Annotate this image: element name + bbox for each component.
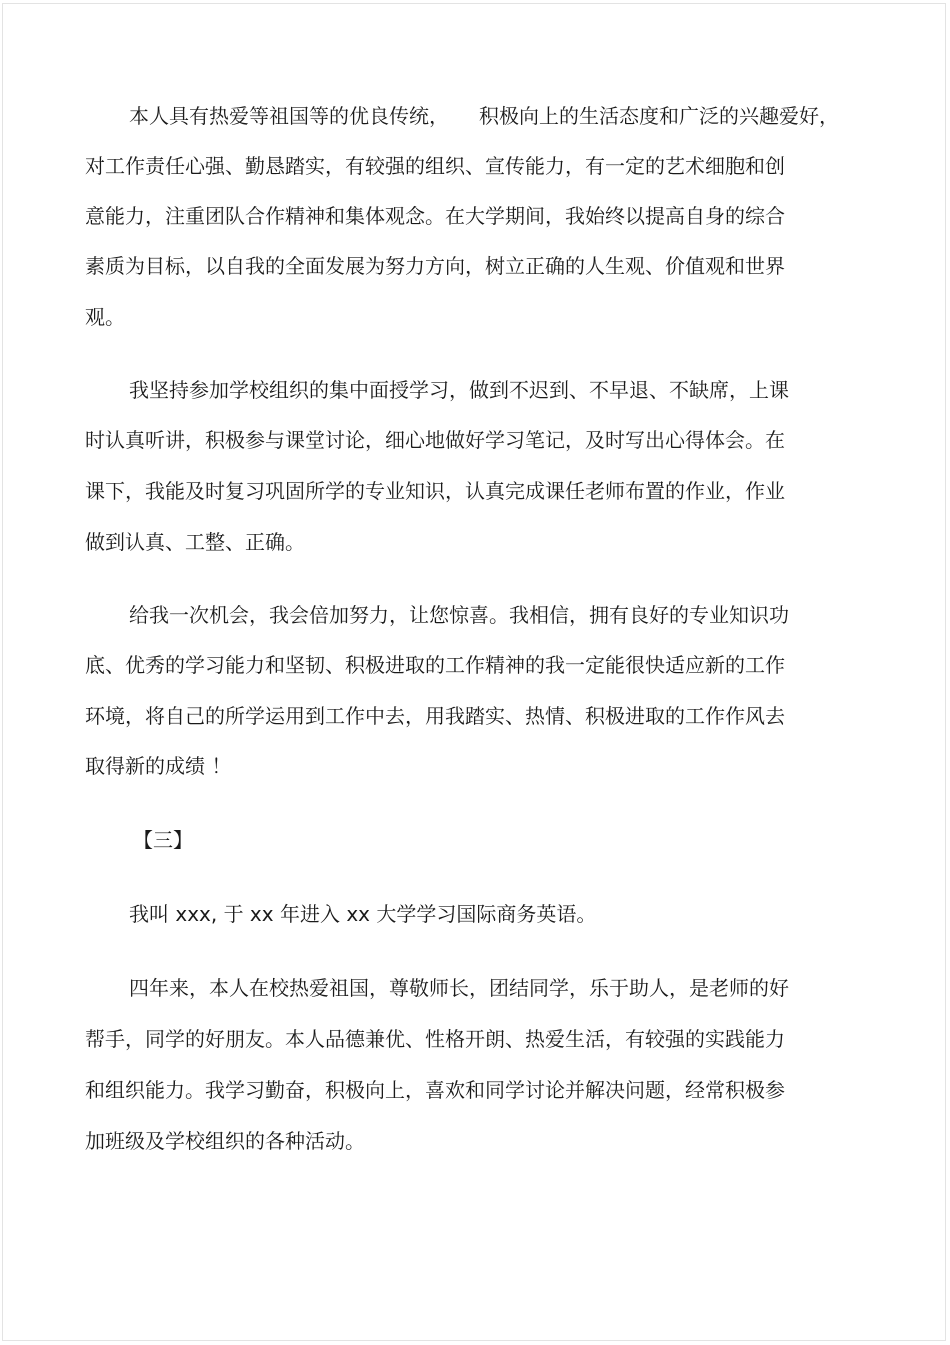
intro-line: 我叫 xxx, 于 xx 年进入 xx 大学学习国际商务英语。	[129, 902, 597, 926]
paragraph-2-line-2: 时认真听讲，积极参与课堂讨论，细心地做好学习笔记，及时写出心得体会。在	[85, 428, 785, 452]
closing-paragraph-line-3: 和组织能力。我学习勤奋，积极向上，喜欢和同学讨论并解决问题，经常积极参	[85, 1078, 785, 1102]
paragraph-1-line-5: 观。	[85, 305, 125, 329]
paragraph-1-line-1: 本人具有热爱等祖国等的优良传统， 积极向上的生活态度和广泛的兴趣爱好，	[129, 104, 839, 128]
section-heading: 【三】	[133, 828, 193, 852]
paragraph-1-line-2: 对工作责任心强、勤恳踏实，有较强的组织、宣传能力，有一定的艺术细胞和创	[85, 154, 785, 178]
paragraph-2-line-3: 课下，我能及时复习巩固所学的专业知识，认真完成课任老师布置的作业，作业	[85, 479, 785, 503]
closing-paragraph-line-2: 帮手，同学的好朋友。本人品德兼优、性格开朗、热爱生活，有较强的实践能力	[85, 1027, 785, 1051]
paragraph-3-line-2: 底、优秀的学习能力和坚韧、积极进取的工作精神的我一定能很快适应新的工作	[85, 653, 785, 677]
closing-paragraph-line-1: 四年来，本人在校热爱祖国，尊敬师长，团结同学，乐于助人，是老师的好	[129, 976, 789, 1000]
paragraph-3-line-1: 给我一次机会，我会倍加努力，让您惊喜。我相信，拥有良好的专业知识功	[129, 603, 789, 627]
paragraph-3-line-3: 环境，将自己的所学运用到工作中去，用我踏实、热情、积极进取的工作作风去	[85, 704, 785, 728]
paragraph-1-line-3: 意能力，注重团队合作精神和集体观念。在大学期间，我始终以提高自身的综合	[85, 204, 785, 228]
paragraph-2-line-1: 我坚持参加学校组织的集中面授学习，做到不迟到、不早退、不缺席，上课	[129, 378, 789, 402]
closing-paragraph-line-4: 加班级及学校组织的各种活动。	[85, 1129, 365, 1153]
paragraph-3-line-4: 取得新的成绩 ！	[85, 754, 232, 778]
paragraph-2-line-4: 做到认真、工整、正确。	[85, 530, 305, 554]
paragraph-1-line-4: 素质为目标，以自我的全面发展为努力方向，树立正确的人生观、价值观和世界	[85, 254, 785, 278]
